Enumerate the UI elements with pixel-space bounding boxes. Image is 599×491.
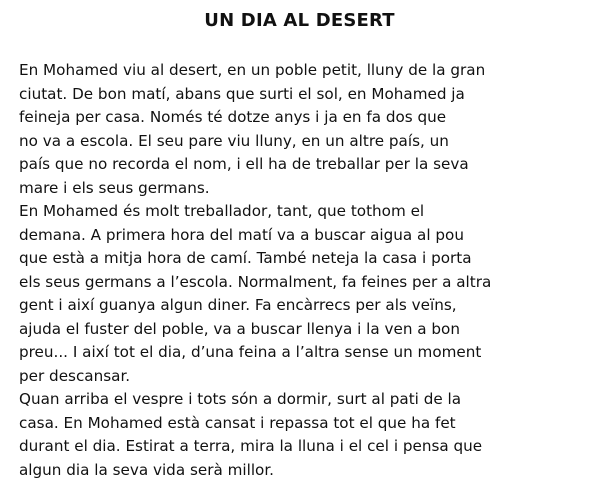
text-line: demana. A primera hora del matí va a buscar aigua al pou: [19, 225, 464, 244]
text-line: En Mohamed és molt treballador, tant, que tothom el: [19, 202, 425, 220]
text-line: per descansar.: [19, 366, 131, 385]
text-line: casa. En Mohamed està cansat i repassa tot el que ha fet: [19, 413, 456, 432]
text-line: no va a escola. El seu pare viu lluny, en un altre país, un: [19, 131, 449, 150]
text-line: feineja per casa. Només té dotze anys i ja en fa dos que: [19, 108, 447, 126]
text-line: mare i els seus germans.: [19, 178, 210, 197]
document-title: UN DIA AL DESERT: [204, 10, 395, 31]
text-line: algun dia la seva vida serà millor.: [19, 460, 275, 479]
text-line: ajuda el fuster del poble, va a buscar llenya i la ven a bon: [19, 319, 460, 338]
text-line: ciutat. De bon matí, abans que surti el sol, en Mohamed ja: [19, 84, 465, 103]
story-text: [19, 59, 594, 482]
text-line: Quan arriba el vespre i tots són a dormir, surt al pati de la: [19, 390, 462, 408]
text-line: preu... I així tot el dia, d’una feina a l’altra sense un moment: [19, 343, 482, 361]
text-line: país que no recorda el nom, i ell ha de treballar per la seva: [19, 155, 469, 173]
text-line: que està a mitja hora de camí. També neteja la casa i porta: [19, 249, 472, 267]
text-line: els seus germans a l’escola. Normalment, fa feines per a altra: [19, 272, 492, 291]
text-line: durant el dia. Estirat a terra, mira la lluna i el cel i pensa que: [19, 437, 483, 455]
text-line: En Mohamed viu al desert, en un poble petit, lluny de la gran: [19, 61, 486, 79]
text-line: gent i així guanya algun diner. Fa encàrrecs per als veïns,: [19, 296, 457, 314]
